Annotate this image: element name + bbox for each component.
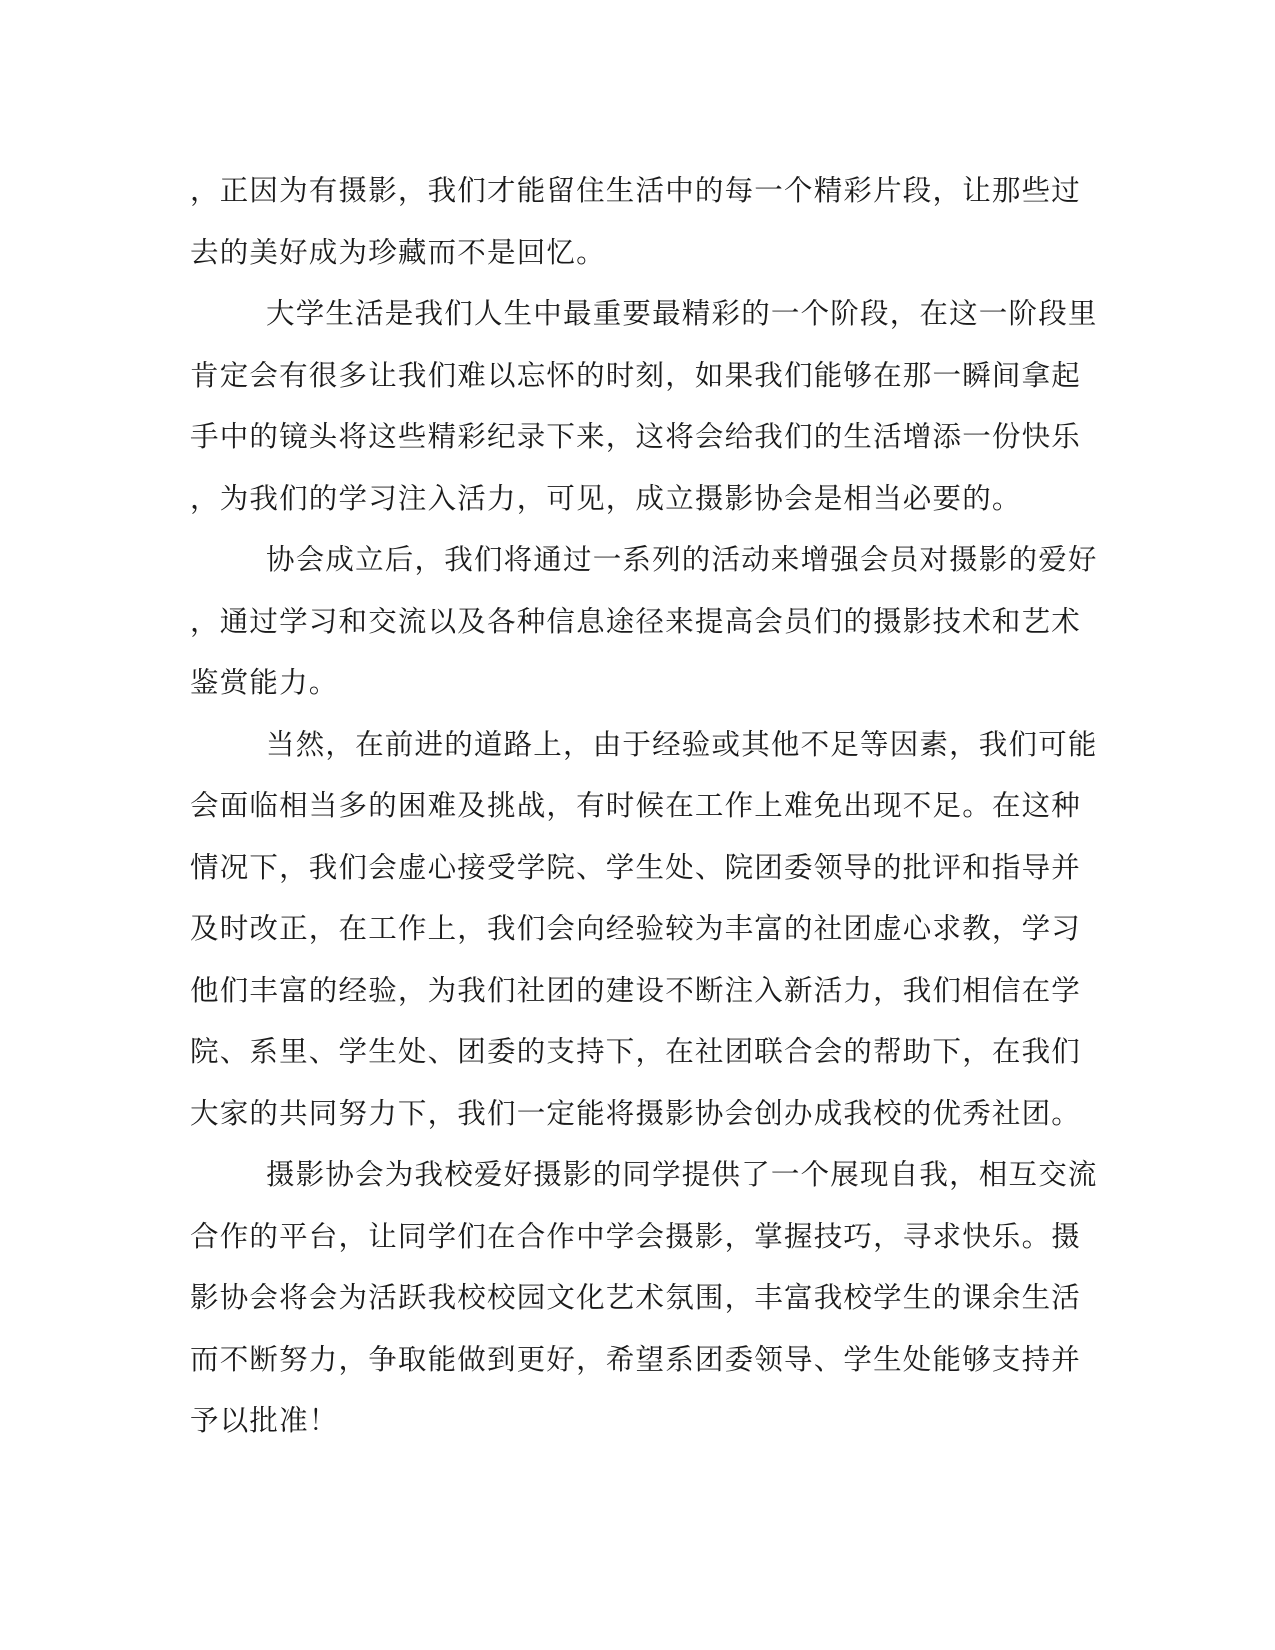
paragraph-5 xyxy=(190,1144,1098,1452)
text-line: 情况下，我们会虚心接受学院、学生处、院团委领导的批评和指导并 xyxy=(190,850,1082,884)
text-line: 当然，在前进的道路上，由于经验或其他不足等因素，我们可能 xyxy=(266,727,1098,761)
text-line: 手中的镜头将这些精彩纪录下来，这将会给我们的生活增添一份快乐 xyxy=(190,420,1082,453)
text-line: 影协会将会为活跃我校校园文化艺术氛围，丰富我校学生的课余生活 xyxy=(190,1281,1082,1314)
text-line: 而不断努力，争取能做到更好，希望系团委领导、学生处能够支持并 xyxy=(190,1342,1082,1376)
text-line: 院、系里、学生处、团委的支持下，在社团联合会的帮助下，在我们 xyxy=(190,1035,1082,1068)
text-line: 摄影协会为我校爱好摄影的同学提供了一个展现自我，相互交流 xyxy=(266,1158,1098,1191)
paragraph-4 xyxy=(190,714,1098,1145)
paragraph-2 xyxy=(190,283,1098,529)
paragraph-3 xyxy=(190,529,1098,714)
text-line: ，正因为有摄影，我们才能留住生活中的每一个精彩片段，让那些过 xyxy=(190,174,1082,207)
text-line: 鉴赏能力。 xyxy=(190,666,339,699)
text-line: 协会成立后，我们将通过一系列的活动来增强会员对摄影的爱好 xyxy=(266,543,1098,576)
text-line: ，为我们的学习注入活力，可见，成立摄影协会是相当必要的。 xyxy=(190,481,1022,515)
text-line: 大学生活是我们人生中最重要最精彩的一个阶段，在这一阶段里 xyxy=(266,297,1098,330)
text-line: 予以批准！ xyxy=(190,1404,339,1437)
text-line: 及时改正，在工作上，我们会向经验较为丰富的社团虚心求教，学习 xyxy=(190,912,1082,945)
text-line: 去的美好成为珍藏而不是回忆。 xyxy=(190,235,606,269)
paragraph-1 xyxy=(190,160,1090,283)
document-body xyxy=(190,160,1098,1452)
text-line: 会面临相当多的困难及挑战，有时候在工作上难免出现不足。在这种 xyxy=(190,789,1082,822)
text-line: 大家的共同努力下，我们一定能将摄影协会创办成我校的优秀社团。 xyxy=(190,1096,1082,1130)
text-line: 合作的平台，让同学们在合作中学会摄影，掌握技巧，寻求快乐。摄 xyxy=(190,1219,1082,1253)
text-line: ，通过学习和交流以及各种信息途径来提高会员们的摄影技术和艺术 xyxy=(190,604,1082,638)
text-line: 肯定会有很多让我们难以忘怀的时刻，如果我们能够在那一瞬间拿起 xyxy=(190,358,1082,392)
text-line: 他们丰富的经验，为我们社团的建设不断注入新活力，我们相信在学 xyxy=(190,973,1082,1007)
